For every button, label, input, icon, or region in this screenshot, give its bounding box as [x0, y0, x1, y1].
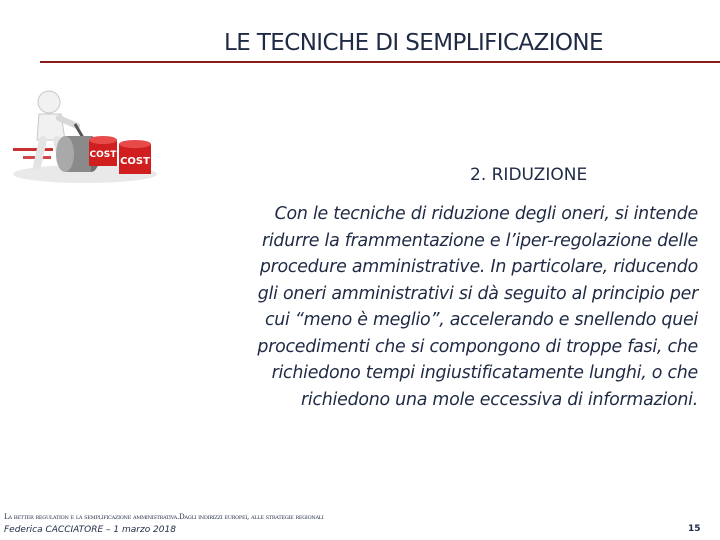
body-line: Con le tecniche di riduzione degli oneri, si intende	[274, 204, 698, 224]
cost-label-back: COST	[120, 156, 150, 167]
body-line: richiedono tempi ingiustificatamente lunghi, o che	[271, 363, 698, 383]
body-line: ridurre la frammentazione e l’iper-regolazione delle	[261, 230, 698, 251]
body-line: gli oneri amministrativi si dà seguito al principio per	[257, 283, 698, 304]
cost-label-front: COST	[89, 150, 117, 160]
body-paragraph	[140, 201, 698, 413]
body-line: procedure amministrative. In particolare, riducendo	[259, 257, 698, 277]
title-underline	[40, 61, 720, 63]
footer-author-date: Federica CACCIATORE – 1 marzo 2018	[4, 525, 176, 535]
person-rolling-cost-icon	[5, 82, 165, 192]
section-subheading: 2. RIDUZIONE	[470, 165, 588, 185]
slide-title: LE TECNICHE DI SEMPLIFICAZIONE	[224, 30, 603, 56]
page-number: 15	[688, 524, 701, 534]
body-line: richiedono una mole eccessiva di informazioni.	[300, 389, 698, 410]
footer-title: La better regulation e la semplificazione amministrativa.Dagli indirizzi europei, alle strategie regionali	[4, 512, 324, 521]
body-line: cui “meno è meglio”, accelerando e snellendo quei	[264, 310, 698, 330]
body-line: procedimenti che si compongono di troppe fasi, che	[257, 336, 698, 357]
